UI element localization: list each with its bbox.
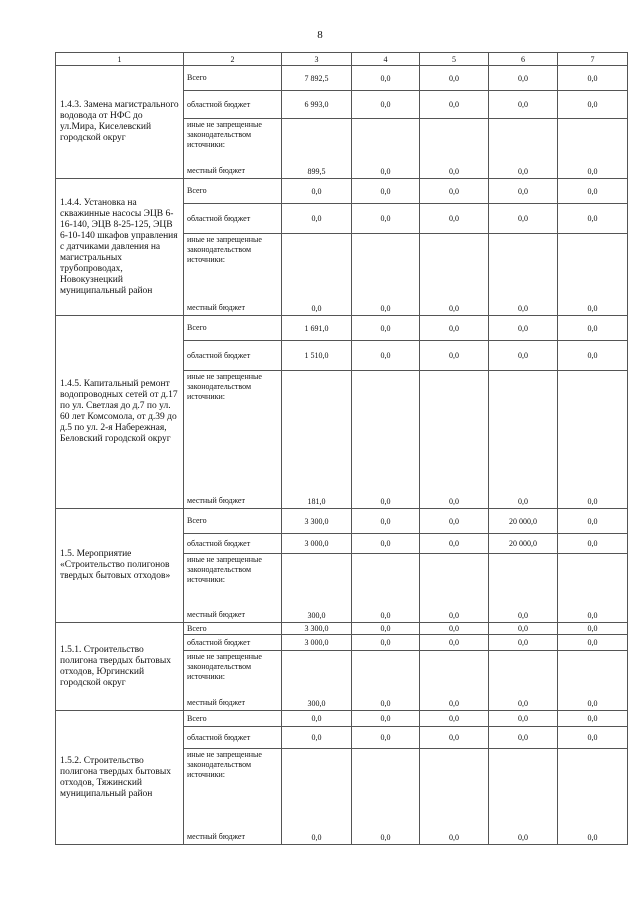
value-cell: 0,0 [420,341,489,371]
value-cell: 0,0 [489,727,558,749]
value-cell: 0,0 [352,623,420,635]
value-cell: 0,0 [282,204,352,234]
value-cell: 0,0 [352,341,420,371]
value-cell: 0,0 [282,234,352,316]
source-local-label: местный бюджет [187,698,245,707]
value-cell: 0,0 [489,371,558,509]
source-other-label: иные не запрещенные законодательством источники: [187,652,262,681]
value-cell: 0,0 [352,371,420,509]
source-label: Всего [184,179,282,204]
source-other-label: иные не запрещенные законодательством источники: [187,235,262,264]
value-cell: 0,0 [489,316,558,341]
source-label: Всего [184,66,282,91]
value-cell: 0,0 [282,711,352,727]
value-cell: 0,0 [420,727,489,749]
value-cell: 0,0 [352,204,420,234]
value-cell: 0,0 [558,651,628,711]
value-cell: 0,0 [558,749,628,845]
value-cell: 1 691,0 [282,316,352,341]
value-cell: 0,0 [420,316,489,341]
header-row [56,53,628,66]
value-cell: 0,0 [558,727,628,749]
value-cell: 3 000,0 [282,635,352,651]
value-cell: 0,0 [352,534,420,554]
value-cell: 0,0 [352,651,420,711]
source-label: областной бюджет [184,727,282,749]
measure-name: 1.4.5. Капитальный ремонт водопроводных сетей от д.17 по ул. Светлая до д.7 по ул. 60 лет Комсомола, от д.39 до д.5 по ул. 2-я Набережная, Беловский городской округ [56,316,184,509]
value-cell: 0,0 [420,711,489,727]
source-other-label: иные не запрещенные законодательством источники: [187,120,262,149]
value-cell: 0,0 [558,66,628,91]
table-body [56,66,628,845]
value-cell: 3 300,0 [282,623,352,635]
source-other-label: иные не запрещенные законодательством источники: [187,555,262,584]
source-label: областной бюджет [184,635,282,651]
col-header: 6 [489,53,558,66]
value-cell: 0,0 [282,179,352,204]
value-cell: 0,0 [558,534,628,554]
source-label: областной бюджет [184,91,282,119]
value-cell: 0,0 [352,749,420,845]
source-local-label: местный бюджет [187,166,245,175]
value-cell: 0,0 [489,635,558,651]
measure-name: 1.4.4. Установка на скважинные насосы ЭЦВ 6-16-140, ЭЦВ 8-25-125, ЭЦВ 6-10-140 шкафов управления с датчиками давления на магистральных трубопроводах, Новокузнецкий муниципальный район [56,179,184,316]
value-cell: 0,0 [489,179,558,204]
value-cell: 0,0 [558,554,628,623]
col-header: 2 [184,53,282,66]
value-cell: 0,0 [420,204,489,234]
measure-name: 1.4.3. Замена магистрального водовода от НФС до ул.Мира, Киселевский городской округ [56,66,184,179]
table-row [56,316,628,341]
col-header: 5 [420,53,489,66]
source-other-label: иные не запрещенные законодательством источники: [187,372,262,401]
value-cell: 0,0 [558,623,628,635]
value-cell: 0,0 [352,119,420,179]
table-row [56,623,628,635]
value-cell: 0,0 [558,91,628,119]
source-local-label: местный бюджет [187,303,245,312]
source-label: Всего [184,711,282,727]
value-cell: 0,0 [420,66,489,91]
budget-table [55,52,628,845]
value-cell: 0,0 [489,234,558,316]
source-cell [184,234,282,316]
value-cell: 300,0 [282,554,352,623]
value-cell: 0,0 [420,234,489,316]
value-cell: 0,0 [558,509,628,534]
value-cell: 0,0 [420,119,489,179]
measure-name: 1.5. Мероприятие «Строительство полигонов твердых бытовых отходов» [56,509,184,623]
value-cell: 1 510,0 [282,341,352,371]
value-cell: 20 000,0 [489,534,558,554]
table-row [56,66,628,91]
source-cell [184,554,282,623]
value-cell: 0,0 [352,509,420,534]
table-row [56,179,628,204]
value-cell: 0,0 [558,119,628,179]
value-cell: 0,0 [489,651,558,711]
source-other-label: иные не запрещенные законодательством источники: [187,750,262,779]
value-cell: 0,0 [489,66,558,91]
value-cell: 0,0 [558,179,628,204]
value-cell: 0,0 [420,534,489,554]
value-cell: 0,0 [282,749,352,845]
source-label: Всего [184,316,282,341]
value-cell: 181,0 [282,371,352,509]
table-row [56,509,628,534]
value-cell: 6 993,0 [282,91,352,119]
value-cell: 0,0 [352,727,420,749]
value-cell: 0,0 [352,316,420,341]
value-cell: 0,0 [558,635,628,651]
measure-name: 1.5.2. Строительство полигона твердых бытовых отходов, Тяжинский муниципальный район [56,711,184,845]
value-cell: 0,0 [558,371,628,509]
value-cell: 0,0 [420,623,489,635]
source-local-label: местный бюджет [187,832,245,841]
value-cell: 0,0 [420,179,489,204]
value-cell: 3 000,0 [282,534,352,554]
value-cell: 3 300,0 [282,509,352,534]
source-label: областной бюджет [184,534,282,554]
value-cell: 0,0 [420,635,489,651]
value-cell: 0,0 [489,341,558,371]
value-cell: 0,0 [489,711,558,727]
source-label: областной бюджет [184,341,282,371]
value-cell: 0,0 [420,651,489,711]
value-cell: 0,0 [558,234,628,316]
source-local-label: местный бюджет [187,610,245,619]
source-local-label: местный бюджет [187,496,245,505]
source-label: Всего [184,509,282,534]
col-header: 4 [352,53,420,66]
value-cell: 0,0 [558,316,628,341]
value-cell: 0,0 [420,91,489,119]
source-cell [184,651,282,711]
value-cell: 20 000,0 [489,509,558,534]
source-cell [184,119,282,179]
col-header: 1 [56,53,184,66]
source-cell [184,749,282,845]
measure-name: 1.5.1. Строительство полигона твердых бытовых отходов, Юргинский городской округ [56,623,184,711]
source-label: Всего [184,623,282,635]
table-row [56,711,628,727]
value-cell: 0,0 [352,635,420,651]
value-cell: 0,0 [352,179,420,204]
value-cell: 899,5 [282,119,352,179]
value-cell: 0,0 [282,727,352,749]
col-header: 7 [558,53,628,66]
value-cell: 0,0 [489,91,558,119]
value-cell: 0,0 [352,234,420,316]
value-cell: 0,0 [489,749,558,845]
value-cell: 0,0 [420,554,489,623]
source-cell [184,371,282,509]
page-number: 8 [317,29,323,41]
source-label: областной бюджет [184,204,282,234]
value-cell: 0,0 [352,91,420,119]
value-cell: 0,0 [558,204,628,234]
value-cell: 0,0 [352,554,420,623]
value-cell: 0,0 [420,749,489,845]
value-cell: 0,0 [489,119,558,179]
value-cell: 0,0 [420,509,489,534]
value-cell: 0,0 [489,623,558,635]
value-cell: 0,0 [558,341,628,371]
value-cell: 0,0 [352,66,420,91]
value-cell: 0,0 [420,371,489,509]
value-cell: 0,0 [558,711,628,727]
value-cell: 0,0 [352,711,420,727]
value-cell: 0,0 [489,554,558,623]
value-cell: 7 892,5 [282,66,352,91]
value-cell: 300,0 [282,651,352,711]
value-cell: 0,0 [489,204,558,234]
col-header: 3 [282,53,352,66]
